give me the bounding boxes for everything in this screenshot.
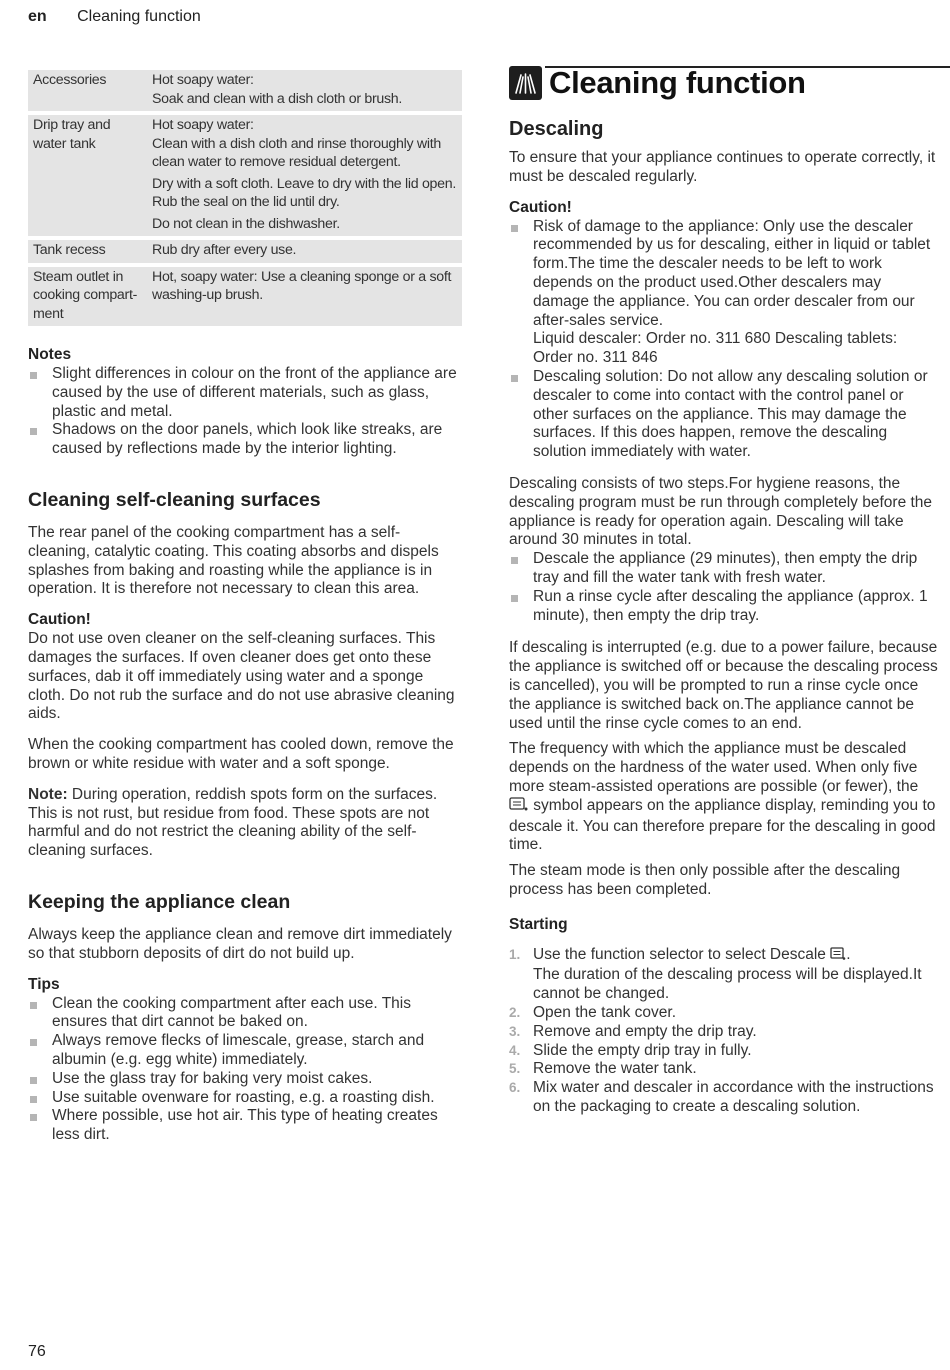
list-item: Slight differences in colour on the front of the appliance are caused by the use of different materials, such as glass, plastic and metal. <box>28 365 462 421</box>
list-item: Run a rinse cycle after descaling the appliance (approx. 1 minute), then empty the drip tray. <box>509 588 941 626</box>
descaling-steps-list <box>509 550 941 625</box>
instruction-text: Rub dry after every use. <box>152 242 297 258</box>
cleaning-table <box>28 66 462 330</box>
instruction-text: Do not clean in the dishwasher. <box>152 215 340 232</box>
self-cleaning-intro: The rear panel of the cooking compartment has a self-cleaning, catalytic coating. This coating absorbs and dispels splashes from baking and roasting while the appliance is in operation. It is therefore not necessary to clean this area. <box>28 523 439 598</box>
step-text: Mix water and descaler in accordance with the instructions on the packaging to create a descaling solution. <box>533 1079 934 1116</box>
steam-mode-text: The steam mode is then only possible after the descaling process has been completed. <box>509 862 901 898</box>
step-number: 6. <box>509 1080 521 1096</box>
tips-list <box>28 995 462 1145</box>
page-title: Cleaning function <box>549 65 806 100</box>
list-item <box>509 946 941 1004</box>
caution-label: Caution! <box>509 198 572 216</box>
tips-label: Tips <box>28 975 60 993</box>
list-item <box>509 1060 941 1079</box>
list-item: Descale the appliance (29 minutes), then empty the drip tray and fill the water tank with fresh water. <box>509 550 941 588</box>
table-cell-area: Accessories <box>28 70 147 111</box>
keep-clean-heading: Keeping the appliance clean <box>28 890 291 913</box>
section-title-row <box>509 62 941 102</box>
table-row <box>28 70 462 111</box>
list-item: Use suitable ovenware for roasting, e.g. a roasting dish. <box>28 1089 462 1108</box>
area-label: Drip tray and water tank <box>33 117 111 152</box>
instruction-text: Hot soapy water: Soak and clean with a dish cloth or brush. <box>152 72 403 107</box>
step-number: 2. <box>509 1005 521 1021</box>
frequency-text <box>509 740 941 855</box>
table-cell-instructions <box>147 70 462 111</box>
starting-label: Starting <box>509 915 568 933</box>
list-item: Always remove flecks of limescale, grease, starch and albumin (e.g. egg white) immediately. <box>28 1032 462 1070</box>
language-code: en <box>28 8 47 25</box>
list-item: Use the glass tray for baking very moist cakes. <box>28 1070 462 1089</box>
table-row <box>28 240 462 263</box>
header-title: Cleaning function <box>77 8 201 25</box>
table-cell-instructions <box>147 240 462 263</box>
step-text: Slide the empty drip tray in fully. <box>533 1041 752 1059</box>
step-text: Remove and empty the drip tray. <box>533 1022 757 1040</box>
note-label: Note: <box>28 785 68 803</box>
table-cell-area: Steam outlet in cooking compart-ment <box>28 267 147 327</box>
step-number: 3. <box>509 1023 521 1039</box>
frequency-text-a: The frequency with which the appliance must be descaled depends on the hardness of the water used. When only five more steam-assisted operations are possible (or fewer), the <box>509 740 919 795</box>
table-cell-area <box>28 115 147 236</box>
caution-list <box>509 218 941 462</box>
notes-list <box>28 365 462 459</box>
self-cleaning-heading: Cleaning self-cleaning surfaces <box>28 488 321 511</box>
page-number: 76 <box>28 1343 46 1360</box>
step-text-a: Use the function selector to select Descale <box>533 945 831 963</box>
right-column <box>509 62 941 1117</box>
caution-label: Caution! <box>28 611 91 629</box>
list-item: Shadows on the door panels, which look like streaks, are caused by reflections made by the interior lighting. <box>28 421 462 459</box>
list-item <box>509 1004 941 1023</box>
notes-label: Notes <box>28 346 72 363</box>
table-row <box>28 267 462 327</box>
step-number: 1. <box>509 946 521 962</box>
cooled-text: When the cooking compartment has cooled down, remove the brown or white residue with water and a soft sponge. <box>28 736 454 772</box>
note-paragraph <box>28 786 462 861</box>
table-cell-instructions <box>147 267 462 327</box>
caution-text: Do not use oven cleaner on the self-cleaning surfaces. This damages the surfaces. If oven cleaner does get onto these surfaces, dab it off immediately using water and a sponge cloth. Do not rub the surface and do not use abrasive cleaning aids. <box>28 630 455 723</box>
step-text: Open the tank cover. <box>533 1004 677 1022</box>
step-text: Remove the water tank. <box>533 1060 697 1078</box>
left-column <box>28 70 462 1145</box>
instruction-text: Hot soapy water: Clean with a dish cloth and rinse thoroughly with clean water to remove residual detergent. <box>152 117 441 170</box>
descale-icon <box>830 947 846 967</box>
notes-section <box>28 346 462 459</box>
step-number: 4. <box>509 1042 521 1058</box>
steps-intro: Descaling consists of two steps.For hygiene reasons, the descaling program must be run through completely before the appliance is ready for operation again. Descaling will take around 30 minutes in total. <box>509 474 933 549</box>
descaling-heading: Descaling <box>509 118 604 140</box>
list-item: Risk of damage to the appliance: Only use the descaler recommended by us for descaling, either in liquid or tablet form.The time the descaler needs to be left to work depends on the product used.Other descalers may damage the appliance. You can order descaler from our after-sales service. Liquid descaler: Order no. 311 680 Descaling tablets: Order no. 311 846 <box>509 218 941 368</box>
table-cell-area: Tank recess <box>28 240 147 263</box>
list-item: Where possible, use hot air. This type of heating creates less dirt. <box>28 1107 462 1145</box>
step-text-b: . The duration of the descaling process will be displayed.It cannot be changed. <box>533 945 922 1003</box>
keep-clean-intro: Always keep the appliance clean and remove dirt immediately so that stubborn deposits of dirt do not build up. <box>28 925 452 962</box>
instruction-text: Hot, soapy water: Use a cleaning sponge or a soft washing-up brush. <box>152 268 452 303</box>
step-number: 5. <box>509 1061 521 1077</box>
starting-steps-list <box>509 946 941 1117</box>
table-cell-instructions <box>147 115 462 236</box>
interrupted-text: If descaling is interrupted (e.g. due to a power failure, because the appliance is switched off or because the descaling process is cancelled), you will be prompted to run a rinse cycle once the appliance is switched back on.The appliance cannot be used until the rinse cycle comes to an end. <box>509 639 938 732</box>
list-item <box>509 1079 941 1117</box>
list-item <box>509 1042 941 1061</box>
list-item <box>509 1023 941 1042</box>
instruction-text: Dry with a soft cloth. Leave to dry with the lid open. Rub the seal on the lid until dry. <box>152 175 456 210</box>
list-item: Clean the cooking compartment after each use. This ensures that dirt cannot be baked on. <box>28 995 462 1033</box>
steam-cleaning-icon <box>509 66 542 100</box>
table-row <box>28 115 462 236</box>
list-item: Descaling solution: Do not allow any descaling solution or descaler to come into contact with the control panel or other surfaces on the appliance. This may damage the surfaces. If this does happen, remove the descaling solution immediately with water. <box>509 368 941 462</box>
note-text: During operation, reddish spots form on the surfaces. This is not rust, but residue from food. These spots are not harmful and do not restrict the cleaning ability of the self-cleaning surfaces. <box>28 785 438 860</box>
descale-symbol-icon <box>509 797 529 818</box>
frequency-text-b: symbol appears on the appliance display, reminding you to descale it. You can therefore prepare for the descaling in good time. <box>509 796 936 854</box>
descaling-intro: To ensure that your appliance continues to operate correctly, it must be descaled regularly. <box>509 149 936 185</box>
page-header <box>28 8 201 26</box>
